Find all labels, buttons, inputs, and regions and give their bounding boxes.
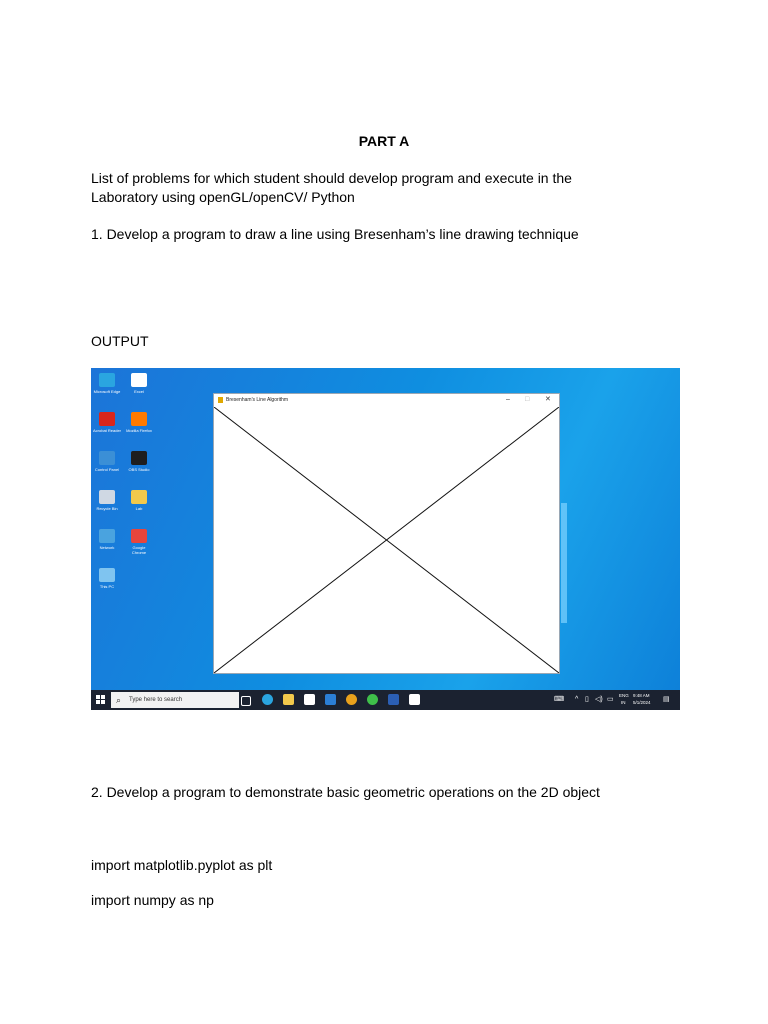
desktop-icon-label: Excel <box>134 389 144 394</box>
desktop-icon[interactable] <box>93 371 121 405</box>
clock-time[interactable]: 9:48 AM <box>633 693 650 698</box>
desktop-icon[interactable] <box>93 566 121 600</box>
file-explorer-icon[interactable] <box>283 694 294 705</box>
output-screenshot <box>91 368 680 710</box>
desktop-icon-label: Network <box>99 545 115 550</box>
app-icon[interactable] <box>367 694 378 705</box>
desktop-icon-label: This PC <box>99 584 115 589</box>
desktop-icon-label: Google Chrome <box>131 545 147 555</box>
desktop-icon[interactable] <box>93 527 121 561</box>
desktop-icon[interactable] <box>125 488 153 522</box>
recycle-bin-icon <box>99 490 115 504</box>
desktop-icon[interactable] <box>125 449 153 483</box>
battery-icon[interactable]: ▯ <box>585 696 589 703</box>
desktop-glow <box>561 503 567 623</box>
keyboard-icon[interactable]: ⌨ <box>554 696 565 703</box>
intro-line-2: Laboratory using openGL/openCV/ Python <box>91 189 355 205</box>
output-label: OUTPUT <box>91 333 149 349</box>
edge-icon[interactable] <box>262 694 273 705</box>
drawing-canvas <box>214 407 559 673</box>
app-window[interactable] <box>213 393 560 674</box>
desktop-icon-label: Microsoft Edge <box>93 389 121 394</box>
taskbar-search-box[interactable] <box>111 692 239 708</box>
desktop-icon-label: Mozilla Firefox <box>126 428 152 433</box>
desktop-icon[interactable] <box>93 449 121 483</box>
desktop-icon-label: Recycle Bin <box>96 506 118 511</box>
window-app-icon <box>218 397 223 403</box>
region-label[interactable]: IN <box>621 700 626 705</box>
desktop-icon-label: Acrobat Reader <box>93 428 121 433</box>
desktop-icon[interactable] <box>125 410 153 444</box>
control-panel-icon <box>99 451 115 465</box>
desktop-icon[interactable] <box>93 488 121 522</box>
language-label[interactable]: ENG <box>619 693 629 698</box>
pdf-icon <box>99 412 115 426</box>
mail-icon[interactable] <box>325 694 336 705</box>
edge-icon <box>99 373 115 387</box>
document-icon[interactable] <box>409 694 420 705</box>
volume-icon[interactable]: ◁) <box>595 696 603 703</box>
desktop-icon-label: OBS Studio <box>128 467 150 472</box>
desktop-icon[interactable] <box>125 371 153 405</box>
intro-line-1: List of problems for which student should develop program and execute in the <box>91 170 572 186</box>
app-icon <box>131 451 147 465</box>
desktop-icon-label: Control Panel <box>94 467 120 472</box>
problem-1: 1. Develop a program to draw a line using Bresenham’s line drawing technique <box>91 226 579 242</box>
task-view-icon[interactable] <box>241 696 251 706</box>
search-placeholder: Type here to search <box>129 697 183 703</box>
search-icon: ⌕ <box>116 695 122 705</box>
minimize-icon[interactable]: – <box>506 396 510 403</box>
taskbar <box>91 690 680 710</box>
code-line-1: import matplotlib.pyplot as plt <box>91 857 273 873</box>
window-title-bar[interactable] <box>214 394 559 407</box>
window-title: Bresenham's Line Algorithm <box>226 397 289 403</box>
word-icon[interactable] <box>388 694 399 705</box>
network-icon <box>99 529 115 543</box>
chrome-icon[interactable] <box>346 694 357 705</box>
chrome-icon <box>131 529 147 543</box>
clock-date[interactable]: 5/1/2024 <box>633 700 651 705</box>
problem-2: 2. Develop a program to demonstrate basic geometric operations on the 2D object <box>91 784 600 800</box>
desktop-icon[interactable] <box>125 527 153 561</box>
code-line-2: import numpy as np <box>91 892 214 908</box>
computer-icon <box>99 568 115 582</box>
chevron-up-icon[interactable]: ^ <box>575 696 579 703</box>
close-icon[interactable]: ✕ <box>545 396 551 403</box>
folder-icon <box>131 490 147 504</box>
desktop-icon-label: Lab <box>135 506 143 511</box>
maximize-icon[interactable]: □ <box>525 396 530 403</box>
document-icon <box>131 373 147 387</box>
windows-start-icon[interactable] <box>96 695 106 705</box>
desktop-icon[interactable] <box>93 410 121 444</box>
firefox-icon <box>131 412 147 426</box>
store-icon[interactable] <box>304 694 315 705</box>
notifications-icon[interactable]: ▤ <box>663 696 670 703</box>
network-icon[interactable]: ▭ <box>607 696 614 703</box>
page-title: PART A <box>358 133 410 149</box>
